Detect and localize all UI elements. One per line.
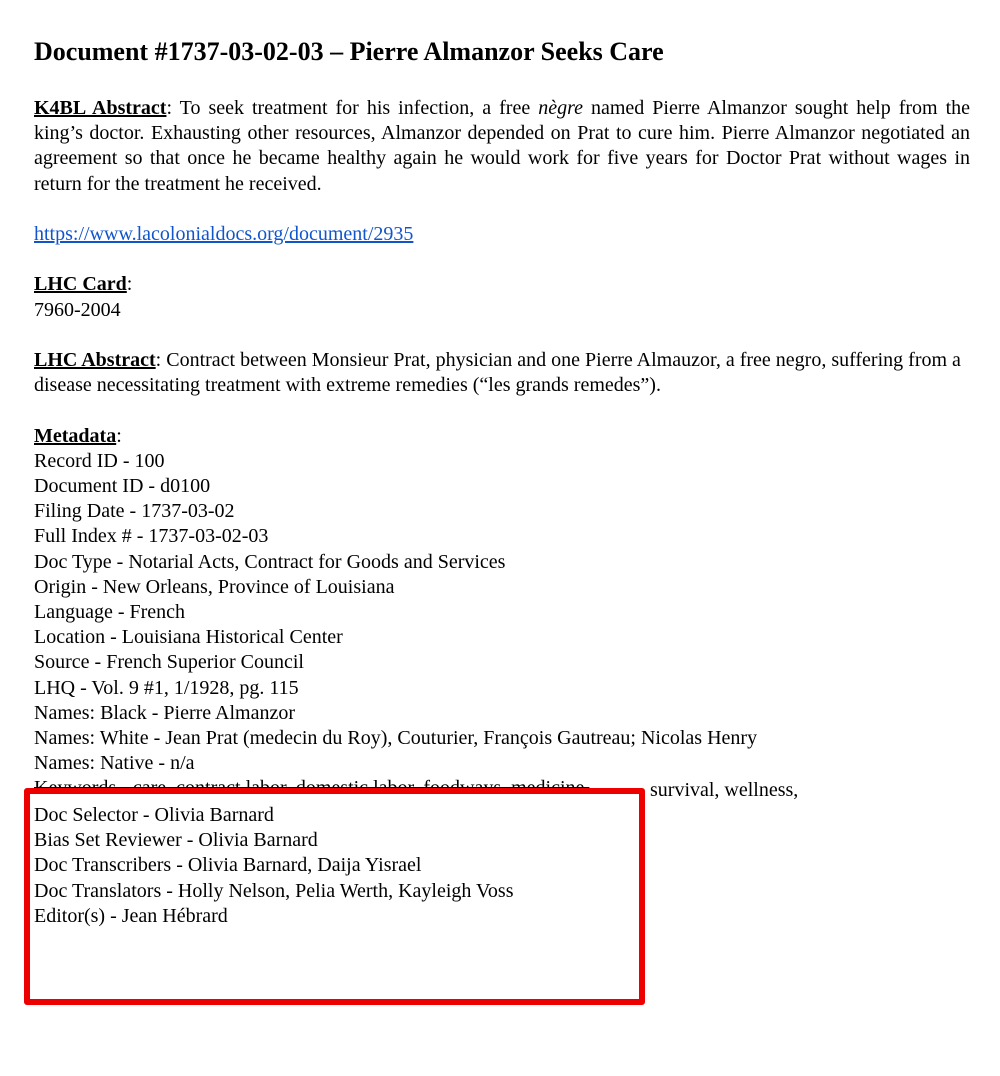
metadata-line: Full Index # - 1737-03-02-03	[34, 525, 269, 548]
credit-line: Doc Transcribers - Olivia Barnard, Daija Yisrael	[34, 854, 422, 877]
metadata-line: Names: White - Jean Prat (medecin du Roy), Couturier, François Gautreau; Nicolas Henry	[34, 727, 758, 750]
k4bl-abstract-label: K4BL Abstract	[34, 97, 167, 119]
boxed-credits	[34, 803, 513, 929]
metadata-heading	[34, 424, 970, 449]
metadata-line: LHQ - Vol. 9 #1, 1/1928, pg. 115	[34, 676, 299, 699]
lhc-card-label: LHC Card	[34, 273, 127, 296]
k4bl-abstract-text-after: named Pierre Almanzor sought help from the king’s doctor. Exhausting other resources, Almanzor depended on Prat to cure him. Pierre Almanzor negotiated an agreement so that once he became healthy again he would work for five years for Doctor Prat without wages in return for the treatment he received.	[34, 97, 971, 195]
lhc-abstract-label: LHC Abstract	[34, 348, 156, 371]
lhc-abstract-text: : Contract between Monsieur Prat, physician and one Pierre Almauzor, a free negro, suffering from a disease necessitating treatment with extreme remedies (“les grands remedes”).	[34, 348, 961, 397]
metadata-label: Metadata	[34, 424, 117, 447]
k4bl-abstract-text-before: : To seek treatment for his infection, a free	[166, 97, 539, 119]
metadata-line: Source - French Superior Council	[34, 651, 304, 674]
lhc-card-value: 7960-2004	[34, 298, 121, 321]
document-title: Document #1737-03-02-03 – Pierre Almanzor Seeks Care	[34, 37, 664, 66]
metadata-line: Language - French	[34, 601, 186, 623]
k4bl-abstract-italic: nègre	[538, 97, 583, 119]
metadata-line: Location - Louisiana Historical Center	[34, 626, 343, 649]
document-page	[34, 36, 970, 802]
k4bl-abstract	[34, 96, 970, 197]
lhc-card-colon: :	[126, 273, 133, 296]
metadata-colon: :	[116, 424, 122, 447]
metadata-line: Names: Native - n/a	[34, 752, 195, 775]
credit-line: Editor(s) - Jean Hébrard	[34, 904, 228, 927]
document-link[interactable]: https://www.lacolonialdocs.org/document/2935	[34, 223, 414, 245]
metadata-line: Record ID - 100	[34, 449, 165, 472]
metadata-line: Origin - New Orleans, Province of Louisiana	[34, 575, 395, 598]
metadata-list	[34, 449, 970, 802]
lhc-card-heading	[34, 272, 970, 297]
credit-line: Doc Translators - Holly Nelson, Pelia Werth, Kayleigh Voss	[34, 879, 514, 902]
lhc-abstract	[34, 348, 970, 398]
credit-line: Doc Selector - Olivia Barnard	[34, 804, 274, 826]
metadata-line: Names: Black - Pierre Almanzor	[34, 701, 296, 724]
metadata-line: Doc Type - Notarial Acts, Contract for Goods and Services	[34, 550, 506, 573]
credit-line: Bias Set Reviewer - Olivia Barnard	[34, 829, 318, 852]
metadata-keywords-tail: survival, wellness,	[650, 779, 799, 801]
metadata-line: Document ID - d0100	[34, 474, 211, 497]
metadata-line: Filing Date - 1737-03-02	[34, 500, 235, 523]
